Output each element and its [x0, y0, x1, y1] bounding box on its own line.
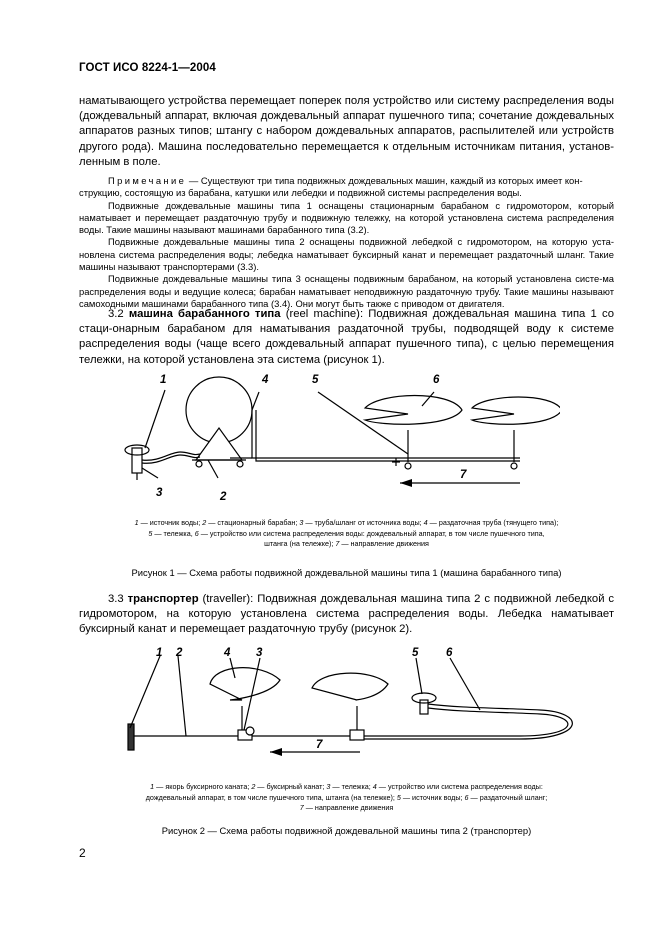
- fig2-label-3: 3: [256, 647, 263, 659]
- water-source: [420, 700, 428, 714]
- section-term: транспортер: [127, 593, 199, 605]
- fig2-label-2: 2: [176, 647, 183, 659]
- section-3-2: [79, 307, 614, 368]
- section-number: 3.3: [108, 593, 124, 605]
- fig2-label-7: 7: [316, 739, 323, 751]
- intro-line: аппаратов разных типов; штангу с набором дождевальных аппаратов, распылителей или устройств: [79, 125, 614, 138]
- section-term-en: (traveller):: [202, 593, 254, 605]
- section-text: Подвижная дождевальная машина типа 1 со стаци-онарным барабаном для наматывания раздаточной трубы, подводящей воду к системе распределения воды (чаще всего дождевальный аппарат пушечного типа), с целью перемещения тележки, на которой установлена эта система (рисунок 1).: [79, 308, 615, 366]
- figure-1-caption: 1 — источник воды; 2 — стационарный барабан; 3 — труба/шланг от источника воды; 4 — раздаточная труба (тянущего типа); 5 — тележка, 6 — устройство или система распределения воды: дождевальный аппарат, в том числе пушечного типа, штанга (на тележке); 7 — направление движения: [134, 518, 559, 549]
- fig1-label-7: 7: [460, 469, 467, 481]
- reel-stand: [196, 428, 242, 460]
- fig1-label-3: 3: [156, 487, 163, 499]
- fig2-label-5: 5: [412, 647, 419, 659]
- fig1-label-2: 2: [220, 491, 227, 500]
- fig2-label-1: 1: [156, 647, 163, 659]
- figure-1-diagram: [100, 370, 560, 500]
- note-paragraph-type1: Подвижные дождевальные машины типа 1 оснащены стационарным барабаном с гидромотором, который наматывает и перемещает раздаточную трубу и подвижную тележку, на которой установлена система распределения воды. Такие машины называют машинами барабанного типа (3.2).: [79, 199, 614, 236]
- distribution-hose: [364, 708, 568, 736]
- intro-line: (дождевальный аппарат, включая дождевальный аппарат пушечного типа; сочетание дождевальных: [79, 110, 614, 123]
- fig1-label-1: 1: [160, 374, 167, 386]
- page-number: 2: [79, 846, 86, 860]
- note-text-rest: струкцию, состоящую из барабана, катушки или лебедки и подвижной системы распределения воды.: [79, 187, 522, 199]
- figure-2-title: Рисунок 2 — Схема работы подвижной дождевальной машины типа 2 (транспортер): [161, 825, 532, 836]
- intro-line: другого рода). Машина последовательно перемещается к отдельным источникам питания, установ-: [79, 140, 614, 153]
- note-paragraph-type3: Подвижные дождевальные машины типа 3 оснащены подвижным барабаном, на который установлена систе-ма распределения воды и ведущие колеса; барабан наматывает неподвижную раздаточную трубу. Такие машины называют самоходными машинами барабанного типа (3.4). Они могут быть также с приводом от двигателя.: [79, 273, 614, 309]
- intro-line: ленным в поле.: [79, 155, 161, 168]
- spray-pattern: [210, 668, 280, 700]
- section-term: машина барабанного типа: [128, 308, 281, 320]
- fig2-label-4: 4: [224, 647, 231, 659]
- intro-paragraph: [79, 94, 614, 170]
- spray-pattern: [365, 396, 462, 425]
- fig1-label-5: 5: [312, 374, 319, 386]
- intro-line: наматывающего устройства перемещает поперек поля устройство или систему распределения воды: [79, 95, 614, 107]
- section-number: 3.2: [108, 308, 124, 320]
- fig1-label-6: 6: [433, 374, 440, 386]
- document-header: ГОСТ ИСО 8224-1—2004: [79, 62, 216, 74]
- note-text-first: — Существуют три типа подвижных дождевальных машин, каждый из которых имеет кон-: [186, 175, 583, 186]
- figure-2-caption: 1 — якорь буксирного каната; 2 — буксирный канат; 3 — тележка; 4 — устройство или система распределения воды: дождевальный аппарат, в том числе пушечного типа, штанга (на тележке); 5 — источник воды; 6 — раздаточный шланг; 7 — направление движения: [145, 782, 548, 813]
- section-3-3: [79, 592, 614, 638]
- section-text: Подвижная дождевальная машина типа 2 с подвижной лебедкой с гидромотором, на которую установлена система распределения воды. Лебедка наматывает буксирный канат и перемещает раздаточную трубу (рисунок 2).: [79, 593, 615, 636]
- note-block: [79, 175, 614, 310]
- cable-anchor: [128, 724, 134, 750]
- note-label: Примечание: [108, 175, 187, 186]
- fig2-label-6: 6: [446, 647, 453, 659]
- section-term-en: (reel machine):: [285, 308, 364, 320]
- supply-hose: [142, 452, 200, 460]
- figure-1-title: Рисунок 1 — Схема работы подвижной дождевальной машины типа 1 (машина барабанного типа): [131, 567, 562, 578]
- water-source: [132, 448, 142, 473]
- fig1-label-4: 4: [262, 374, 269, 386]
- note-paragraph-type2: Подвижные дождевальные машины типа 2 оснащены подвижной лебедкой с гидромотором, на которую уста-новлена система распределения воды; лебедка наматывает буксирный канат и перемещает раздаточный шланг. Такие машины называют транспортерами (3.3).: [79, 236, 614, 273]
- figure-2-diagram: [120, 644, 580, 769]
